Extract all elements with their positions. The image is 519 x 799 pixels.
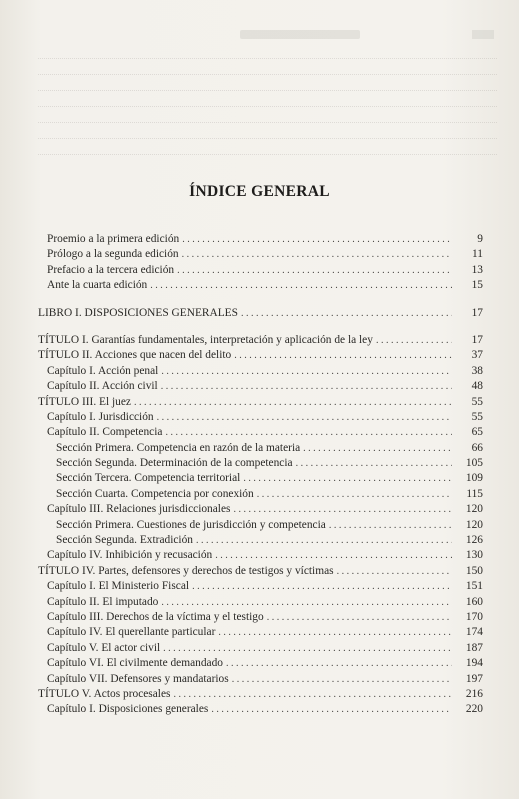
dot-leader (161, 595, 452, 610)
toc-entry-page-number: 17 (471, 306, 483, 319)
bleed-through-line (38, 138, 497, 147)
dot-leader (173, 687, 452, 702)
toc-entry-label: Capítulo I. Acción penal (47, 364, 159, 377)
dot-leader (303, 441, 452, 456)
toc-entry-label: Capítulo VI. El civilmente demandado (47, 657, 223, 670)
bleed-through-line (38, 74, 497, 83)
dot-leader (329, 518, 452, 533)
dot-leader (177, 263, 452, 278)
page-title: ÍNDICE GENERAL (189, 183, 330, 200)
toc-entry-page-number: 120 (465, 518, 483, 531)
toc-entry-page-number: 216 (465, 687, 483, 700)
dot-leader (211, 702, 452, 717)
dot-leader (215, 548, 452, 563)
toc-entry (38, 564, 483, 579)
toc-entry-page-number: 197 (465, 672, 483, 685)
toc-entry-label: Prólogo a la segunda edición (47, 248, 179, 261)
toc-entry-label: Capítulo V. El actor civil (47, 641, 161, 654)
toc-entry-page-number: 55 (471, 410, 483, 423)
toc-entry-label: Capítulo VII. Defensores y mandatarios (47, 672, 229, 685)
toc-entry-page-number: 105 (465, 457, 483, 470)
toc-entry (38, 702, 483, 717)
toc-entry-label: TÍTULO IV. Partes, defensores y derechos de testigos y víctimas (38, 564, 334, 577)
dot-leader (134, 395, 452, 410)
toc-entry-label: Sección Segunda. Extradición (56, 534, 193, 547)
table-of-contents (38, 232, 483, 718)
toc-entry (38, 278, 483, 293)
toc-entry (38, 348, 483, 363)
toc-entry-label: Capítulo I. El Ministerio Fiscal (47, 580, 190, 593)
toc-entry-page-number: 109 (465, 472, 483, 485)
toc-entry-page-number: 37 (471, 349, 483, 362)
bleed-through-line (38, 122, 497, 131)
toc-entry-page-number: 151 (465, 580, 483, 593)
toc-entry (38, 364, 483, 379)
toc-entry-label: Capítulo IV. Inhibición y recusación (47, 549, 213, 562)
dot-leader (376, 333, 452, 348)
bleed-through-line (38, 90, 497, 99)
toc-entry-label: Capítulo II. Competencia (47, 426, 163, 439)
toc-entry (38, 518, 483, 533)
toc-entry-page-number: 170 (465, 610, 483, 623)
toc-entry (38, 641, 483, 656)
toc-entry (38, 625, 483, 640)
toc-entry-page-number: 11 (472, 248, 483, 261)
dot-leader (267, 610, 452, 625)
dot-leader (226, 656, 452, 671)
toc-entry-page-number: 65 (471, 426, 483, 439)
dot-leader (337, 564, 452, 579)
bleed-through-line (38, 154, 497, 163)
toc-entry (38, 456, 483, 471)
toc-entry-label: Sección Primera. Competencia en razón de la materia (56, 441, 301, 454)
bleed-through-line (38, 58, 497, 67)
toc-entry (38, 232, 483, 247)
toc-entry-page-number: 174 (465, 626, 483, 639)
toc-entry-label: Capítulo I. Jurisdicción (47, 410, 154, 423)
toc-entry-page-number: 126 (465, 534, 483, 547)
toc-entry-label: TÍTULO III. El juez (38, 395, 131, 408)
toc-entry (38, 410, 483, 425)
dot-leader (163, 641, 452, 656)
toc-entry (38, 533, 483, 548)
toc-entry-label: TÍTULO V. Actos procesales (38, 687, 171, 700)
toc-entry-page-number: 130 (465, 549, 483, 562)
toc-entry (38, 263, 483, 278)
dot-leader (150, 278, 452, 293)
toc-entry-page-number: 38 (471, 364, 483, 377)
toc-entry (38, 610, 483, 625)
dot-leader (157, 410, 452, 425)
bleed-through-page-number (472, 30, 494, 39)
toc-entry-page-number: 220 (465, 703, 483, 716)
toc-entry-label: Sección Tercera. Competencia territorial (56, 472, 241, 485)
dot-leader (232, 672, 452, 687)
toc-entry (38, 595, 483, 610)
toc-entry-page-number: 15 (471, 279, 483, 292)
toc-entry-label: Capítulo III. Derechos de la víctima y el testigo (47, 610, 264, 623)
dot-leader (243, 471, 452, 486)
toc-entry-page-number: 9 (477, 233, 483, 245)
toc-entry (38, 425, 483, 440)
toc-entry-page-number: 115 (466, 487, 483, 500)
dot-leader (257, 487, 452, 502)
toc-entry-page-number: 48 (471, 380, 483, 393)
toc-entry (38, 687, 483, 702)
toc-entry (38, 441, 483, 456)
toc-entry-label: Capítulo III. Relaciones jurisdiccionales (47, 503, 231, 516)
toc-entry (38, 471, 483, 486)
dot-leader (233, 502, 452, 517)
dot-leader (234, 348, 452, 363)
toc-entry-page-number: 150 (465, 564, 483, 577)
toc-entry (38, 656, 483, 671)
toc-entry-label: Capítulo IV. El querellante particular (47, 626, 216, 639)
toc-entry-page-number: 187 (465, 641, 483, 654)
toc-entry (38, 548, 483, 563)
toc-entry-label: Capítulo II. Acción civil (47, 380, 158, 393)
dot-leader (165, 425, 452, 440)
toc-entry-page-number: 17 (471, 333, 483, 346)
toc-entry-label: Capítulo I. Disposiciones generales (47, 703, 209, 716)
bleed-through-line (38, 106, 497, 115)
dot-leader (192, 579, 452, 594)
toc-entry-label: Ante la cuarta edición (47, 279, 148, 292)
dot-leader (161, 364, 452, 379)
toc-entry (38, 579, 483, 594)
toc-entry-label: Capítulo II. El imputado (47, 595, 159, 608)
section-gap (38, 294, 483, 306)
toc-entry-label: Proemio a la primera edición (47, 233, 180, 245)
toc-entry (38, 247, 483, 262)
dot-leader (296, 456, 452, 471)
toc-entry-page-number: 13 (471, 263, 483, 276)
toc-entry-label: LIBRO I. DISPOSICIONES GENERALES (38, 306, 238, 319)
section-gap (38, 321, 483, 333)
bleed-through-header (240, 30, 360, 39)
toc-entry (38, 672, 483, 687)
toc-entry-label: Sección Cuarta. Competencia por conexión (56, 487, 254, 500)
dot-leader (182, 232, 452, 247)
toc-entry (38, 306, 483, 321)
toc-entry-label: TÍTULO I. Garantías fundamentales, interpretación y aplicación de la ley (38, 333, 373, 346)
toc-entry (38, 395, 483, 410)
toc-entry (38, 502, 483, 517)
toc-entry (38, 487, 483, 502)
toc-entry-label: Sección Primera. Cuestiones de jurisdicción y competencia (56, 518, 326, 531)
toc-entry (38, 333, 483, 348)
toc-entry-label: Sección Segunda. Determinación de la competencia (56, 457, 293, 470)
toc-entry (38, 379, 483, 394)
dot-leader (196, 533, 452, 548)
dot-leader (241, 306, 452, 321)
toc-entry-label: Prefacio a la tercera edición (47, 263, 175, 276)
toc-entry-page-number: 160 (465, 595, 483, 608)
toc-entry-page-number: 66 (471, 441, 483, 454)
toc-entry-page-number: 120 (465, 503, 483, 516)
dot-leader (161, 379, 452, 394)
dot-leader (218, 625, 452, 640)
toc-entry-page-number: 55 (471, 395, 483, 408)
dot-leader (182, 247, 452, 262)
toc-entry-label: TÍTULO II. Acciones que nacen del delito (38, 349, 232, 362)
toc-entry-page-number: 194 (465, 657, 483, 670)
